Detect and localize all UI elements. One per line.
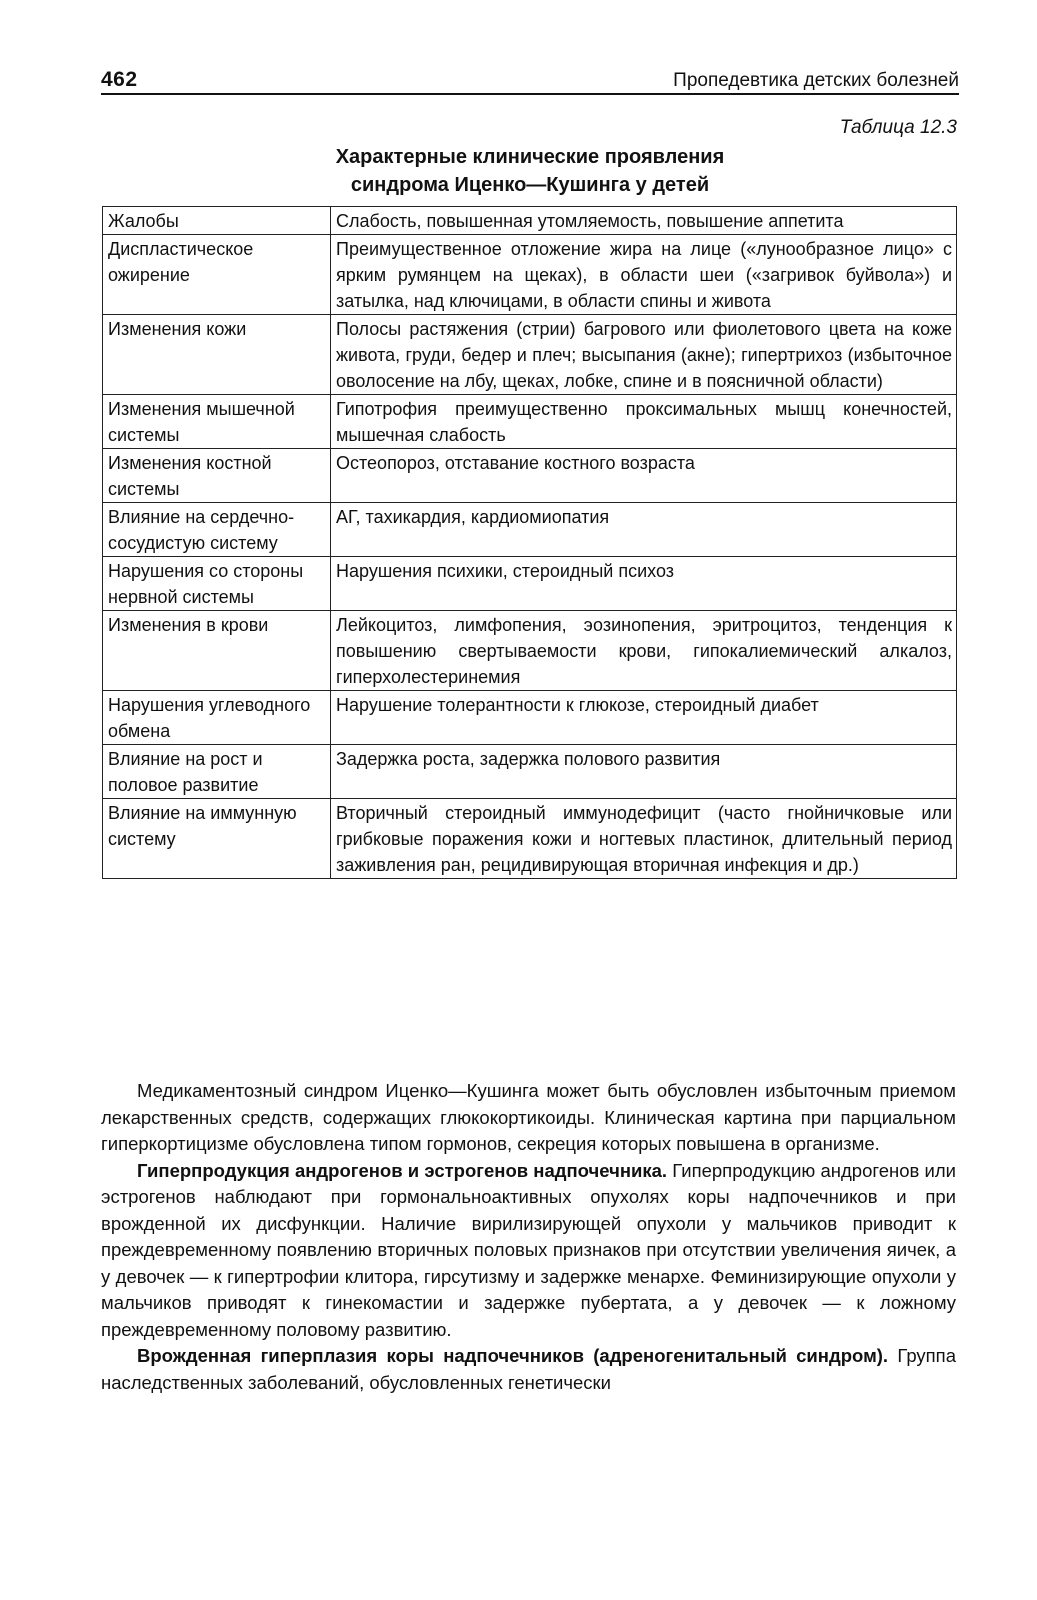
table-row (103, 207, 957, 235)
row-category: Диспластическое ожирение (103, 235, 331, 315)
row-category: Влияние на сердечно-сосудистую систему (103, 503, 331, 557)
table-row (103, 395, 957, 449)
body-text (101, 1078, 956, 1396)
row-category: Жалобы (103, 207, 331, 235)
table-title (200, 143, 860, 199)
paragraph-heading: Гиперпродукция андрогенов и эстрогенов надпочечника. (137, 1159, 668, 1181)
paragraph (101, 1343, 956, 1396)
page-header (101, 60, 959, 92)
table-row (103, 611, 957, 691)
header-rule (101, 93, 959, 95)
table-row (103, 557, 957, 611)
row-category: Изменения мышечной системы (103, 395, 331, 449)
table-label: Таблица 12.3 (839, 117, 957, 138)
table-row (103, 503, 957, 557)
table-row (103, 745, 957, 799)
row-category: Влияние на рост и половое развитие (103, 745, 331, 799)
row-description: Задержка роста, задержка полового развития (331, 745, 957, 799)
row-description: АГ, тахикардия, кардиомиопатия (331, 503, 957, 557)
row-category: Влияние на иммунную систему (103, 799, 331, 879)
row-description: Полосы растяжения (стрии) багрового или фиолетового цвета на коже живота, груди, бедер и плеч; высыпания (акне); гипертрихоз (избыточное оволосение на лбу, щеках, лобке, спине и в поясничной области) (331, 315, 957, 395)
table-row (103, 799, 957, 879)
row-description: Нарушение толерантности к глюкозе, стероидный диабет (331, 691, 957, 745)
table-row (103, 235, 957, 315)
page-number: 462 (101, 68, 138, 91)
paragraph (101, 1158, 956, 1344)
table-title-line: синдрома Иценко—Кушинга у детей (350, 174, 710, 196)
row-category: Изменения костной системы (103, 449, 331, 503)
row-description: Преимущественное отложение жира на лице («лунообразное лицо» с ярким румянцем на щеках), в области шеи («загривок буйвола») и затылка, над ключицами, в области спины и живота (331, 235, 957, 315)
row-description: Вторичный стероидный иммунодефицит (часто гнойничковые или грибковые поражения кожи и ногтевых пластинок, длительный период заживления ран, рецидивирующая вторичная инфекция и др.) (331, 799, 957, 879)
row-category: Изменения кожи (103, 315, 331, 395)
symptoms-table (102, 206, 957, 879)
table-row (103, 315, 957, 395)
row-description: Слабость, повышенная утомляемость, повышение аппетита (331, 207, 957, 235)
paragraph: Медикаментозный синдром Иценко—Кушинга может быть обусловлен избыточным приемом лекарственных средств, содержащих глюкокортикоиды. Клиническая картина при парциальном гиперкортицизме обусловлена типом гормонов, секреция которых повышена в организме. (101, 1080, 956, 1154)
row-category: Нарушения углеводного обмена (103, 691, 331, 745)
table-row (103, 691, 957, 745)
paragraph-text: Гиперпродукцию андрогенов или эстрогенов наблюдают при гормональноактивных опухолях коры надпочечников и при врожденной их дисфункции. Наличие вирилизирующей опухоли у мальчиков приводит к преждевременному появлению вторичных половых признаков при отсутствии увеличения яичек, а у девочек — к гипертрофии клитора, гирсутизму и задержке менархе. Феминизирующие опухоли у мальчиков приводят к гинекомастии и задержке пубертата, а у девочек — к ложному преждевременному половому развитию. (101, 1159, 956, 1340)
row-description: Остеопороз, отставание костного возраста (331, 449, 957, 503)
row-category: Изменения в крови (103, 611, 331, 691)
paragraph-text: Группа наследственных заболеваний, обусловленных генетически (101, 1345, 956, 1393)
table-title-line: Характерные клинические проявления (335, 146, 725, 168)
row-description: Гипотрофия преимущественно проксимальных мышц конечностей, мышечная слабость (331, 395, 957, 449)
running-title: Пропедевтика детских болезней (673, 70, 959, 91)
row-description: Нарушения психики, стероидный психоз (331, 557, 957, 611)
table-row (103, 449, 957, 503)
row-description: Лейкоцитоз, лимфопения, эозинопения, эритроцитоз, тенденция к повышению свертываемости крови, гипокалиемический алкалоз, гиперхолестеринемия (331, 611, 957, 691)
row-category: Нарушения со стороны нервной системы (103, 557, 331, 611)
paragraph-heading: Врожденная гиперплазия коры надпочечников (адреногенитальный синдром). (137, 1345, 889, 1366)
